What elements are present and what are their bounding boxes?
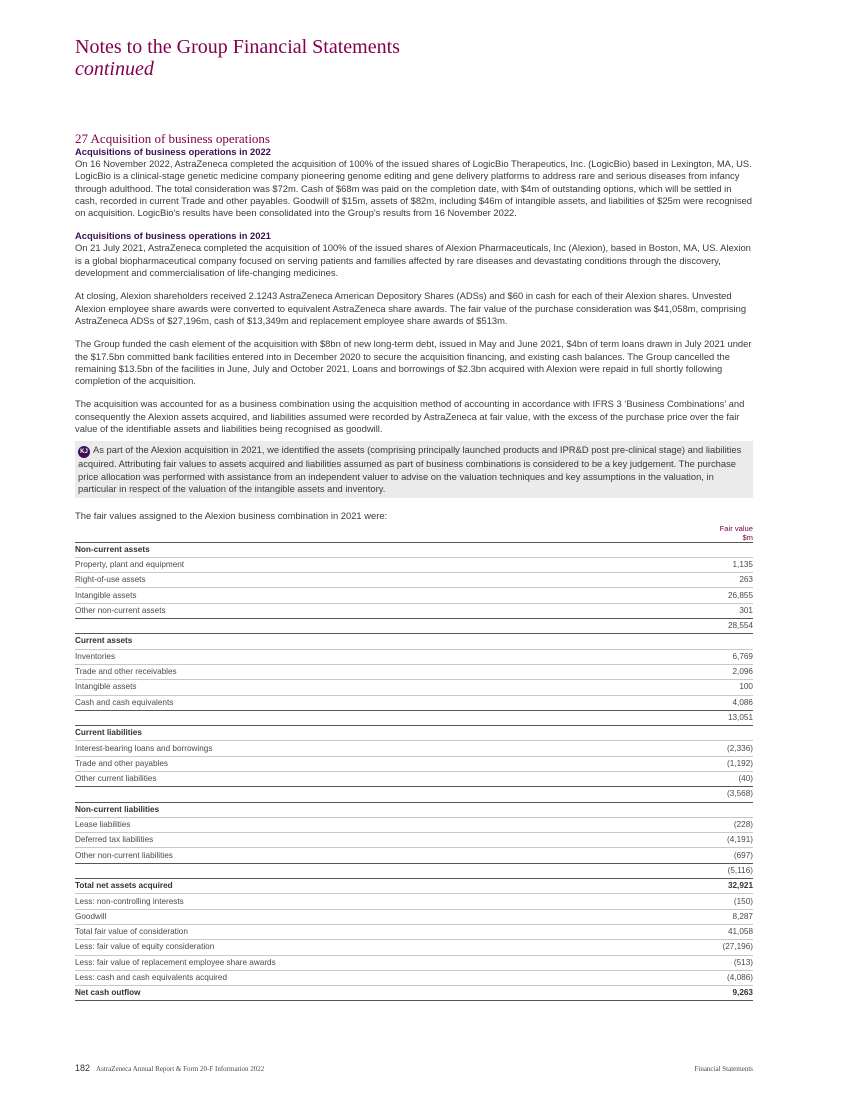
table-row bbox=[75, 970, 753, 985]
row-value: (5,116) bbox=[664, 863, 753, 878]
row-value: 6,769 bbox=[664, 649, 753, 664]
row-value: (2,336) bbox=[664, 741, 753, 756]
row-value: (40) bbox=[664, 771, 753, 786]
table-row bbox=[75, 649, 753, 664]
column-header-unit: $m bbox=[742, 532, 753, 542]
row-label: Interest-bearing loans and borrowings bbox=[75, 741, 664, 756]
row-label: Less: fair value of replacement employee share awards bbox=[75, 955, 664, 970]
report-name: AstraZeneca Annual Report & Form 20-F Information 2022 bbox=[96, 1065, 265, 1073]
table-row bbox=[75, 787, 753, 802]
row-label: Other current liabilities bbox=[75, 771, 664, 786]
table-intro: The fair values assigned to the Alexion business combination in 2021 were: bbox=[75, 510, 388, 522]
row-value: 28,554 bbox=[664, 619, 753, 634]
table-row bbox=[75, 863, 753, 878]
table-row bbox=[75, 924, 753, 939]
row-value: 1,135 bbox=[664, 557, 753, 572]
row-label bbox=[75, 710, 664, 725]
row-value bbox=[664, 542, 753, 557]
key-judgement-box bbox=[75, 441, 753, 498]
row-label bbox=[75, 787, 664, 802]
key-judgement-text: As part of the Alexion acquisition in 2021, we identified the assets (comprising principally launched products and IPR&D post pre-clinical stage) and liabilities acquired. Attributing fair values to assets acquired and liabilities assumed as part of business combinations is considered to be a key judgement. The purchase price allocation was performed with assistance from an independent valuer to advise on the valuation techniques and key assumptions in the valuation, in particular in respect of the valuation of the intangible assets and inventory. bbox=[78, 444, 742, 494]
page-title: Notes to the Group Financial Statements bbox=[75, 36, 400, 58]
row-value: 41,058 bbox=[664, 924, 753, 939]
table-row bbox=[75, 573, 753, 588]
row-label: Property, plant and equipment bbox=[75, 557, 664, 572]
subheading-2021: Acquisitions of business operations in 2021 bbox=[75, 230, 271, 242]
row-value: (228) bbox=[664, 817, 753, 832]
row-value: 2,096 bbox=[664, 664, 753, 679]
row-value: (697) bbox=[664, 848, 753, 863]
table-row bbox=[75, 557, 753, 572]
row-label bbox=[75, 863, 664, 878]
fair-value-table bbox=[75, 542, 753, 1002]
subheading-2022: Acquisitions of business operations in 2022 bbox=[75, 146, 271, 157]
row-value: 301 bbox=[664, 603, 753, 618]
row-label: Less: non-controlling interests bbox=[75, 894, 664, 909]
column-header bbox=[75, 524, 753, 542]
paragraph-2022: On 16 November 2022, AstraZeneca completed the acquisition of 100% of the issued shares of LogicBio Therapeutics, Inc. (LogicBio) based in Lexington, MA, US. LogicBio is a clinical-stage genetic medicine company pioneering genome editing and gene delivery platforms to address rare and serious diseases from infancy through adulthood. The total consideration was $72m. Cash of $68m was paid on the completion date, with $4m of outstanding options, which will be settled in cash, recorded in current Trade and other payables. Goodwill of $15m, assets of $82m, including $46m of intangible assets, and liabilities of $25m were recognised on acquisition. LogicBio's results have been consolidated into the Group's results from 16 November 2022. bbox=[75, 158, 752, 219]
row-label: Trade and other receivables bbox=[75, 664, 664, 679]
table-row bbox=[75, 588, 753, 603]
table-row bbox=[75, 879, 753, 894]
row-label: Total net assets acquired bbox=[75, 879, 664, 894]
row-value: (513) bbox=[664, 955, 753, 970]
row-value: 4,086 bbox=[664, 695, 753, 710]
page-number: 182 bbox=[75, 1063, 91, 1073]
row-label: Intangible assets bbox=[75, 680, 664, 695]
row-value: (1,192) bbox=[664, 756, 753, 771]
table-row bbox=[75, 817, 753, 832]
row-label: Deferred tax liabilities bbox=[75, 833, 664, 848]
row-label: Other non-current assets bbox=[75, 603, 664, 618]
row-value bbox=[664, 726, 753, 741]
table-row bbox=[75, 726, 753, 741]
table-row bbox=[75, 664, 753, 679]
row-value: 32,921 bbox=[664, 879, 753, 894]
row-value bbox=[664, 634, 753, 649]
row-value: 13,051 bbox=[664, 710, 753, 725]
table-row bbox=[75, 710, 753, 725]
table-row bbox=[75, 802, 753, 817]
row-label: Trade and other payables bbox=[75, 756, 664, 771]
page-footer bbox=[75, 1063, 753, 1073]
row-value: 263 bbox=[664, 573, 753, 588]
table-row bbox=[75, 894, 753, 909]
row-value: 100 bbox=[664, 680, 753, 695]
row-value: 8,287 bbox=[664, 909, 753, 924]
row-value: (4,191) bbox=[664, 833, 753, 848]
row-value: (3,568) bbox=[664, 787, 753, 802]
key-judgement-icon: KJ bbox=[78, 446, 90, 458]
row-label: Other non-current liabilities bbox=[75, 848, 664, 863]
table-row bbox=[75, 680, 753, 695]
row-label: Non-current assets bbox=[75, 542, 664, 557]
row-value: 9,263 bbox=[664, 986, 753, 1001]
row-value: (150) bbox=[664, 894, 753, 909]
section-name: Financial Statements bbox=[694, 1065, 753, 1073]
row-label: Non-current liabilities bbox=[75, 802, 664, 817]
row-label: Current liabilities bbox=[75, 726, 664, 741]
row-value: (27,196) bbox=[664, 940, 753, 955]
row-label: Cash and cash equivalents bbox=[75, 695, 664, 710]
row-value bbox=[664, 802, 753, 817]
page-subtitle: continued bbox=[75, 58, 154, 80]
row-value: 26,855 bbox=[664, 588, 753, 603]
table-row bbox=[75, 833, 753, 848]
table-row bbox=[75, 986, 753, 1001]
table-row bbox=[75, 771, 753, 786]
row-label: Lease liabilities bbox=[75, 817, 664, 832]
table-row bbox=[75, 741, 753, 756]
paragraph-2021-4: The acquisition was accounted for as a business combination using the acquisition method of accounting in accordance with IFRS 3 ‘Business Combinations’ and consequently the Alexion assets acquired, and liabilities assumed were recorded by AstraZeneca at fair value, with the excess of the purchase price over the fair value of the identifiable assets and liabilities being recognised as goodwill. bbox=[75, 398, 745, 435]
column-header-label: Fair value bbox=[719, 523, 753, 533]
row-value: (4,086) bbox=[664, 970, 753, 985]
table-row bbox=[75, 603, 753, 618]
page-header bbox=[75, 36, 400, 79]
row-label: Total fair value of consideration bbox=[75, 924, 664, 939]
note-content bbox=[75, 132, 753, 1001]
table-row bbox=[75, 909, 753, 924]
section-title: 27 Acquisition of business operations bbox=[75, 131, 270, 146]
table-row bbox=[75, 695, 753, 710]
paragraph-2021-2: At closing, Alexion shareholders received 2.1243 AstraZeneca American Depository Shares (ADSs) and $60 in cash for each of their Alexion shares. Unvested Alexion employee share awards were converted to equivalent AstraZeneca share awards. The fair value of the purchase consideration was $41,058m, comprising AstraZeneca ADSs of $27,196m, cash of $13,349m and replacement employee share awards of $513m. bbox=[75, 290, 747, 326]
table-row bbox=[75, 634, 753, 649]
table-row bbox=[75, 955, 753, 970]
row-label: Less: fair value of equity consideration bbox=[75, 940, 664, 955]
row-label: Current assets bbox=[75, 634, 664, 649]
table-row bbox=[75, 619, 753, 634]
row-label: Intangible assets bbox=[75, 588, 664, 603]
paragraph-2021-1: On 21 July 2021, AstraZeneca completed the acquisition of 100% of the issued shares of Alexion Pharmaceuticals, Inc (Alexion), based in Boston, MA, US. Alexion is a global biopharmaceutical company focused on serving patients and families affected by rare diseases and devastating conditions through the discovery, development and commercialisation of life-changing medicines. bbox=[75, 242, 751, 279]
paragraph-2021-3: The Group funded the cash element of the acquisition with $8bn of new long-term debt, issued in May and June 2021, $4bn of term loans drawn in July 2021 under the $17.5bn committed bank facilities entered into in December 2020 to secure the acquisition financing, and existing cash balances. The Group cancelled the remaining $13.5bn of the facilities in June, July and October 2021. Loans and borrowings of $2.3bn acquired with Alexion were repaid in full shortly following completion of the acquisition. bbox=[75, 338, 752, 387]
table-row bbox=[75, 756, 753, 771]
row-label: Net cash outflow bbox=[75, 986, 664, 1001]
table-row bbox=[75, 940, 753, 955]
row-label bbox=[75, 619, 664, 634]
row-label: Less: cash and cash equivalents acquired bbox=[75, 970, 664, 985]
row-label: Inventories bbox=[75, 649, 664, 664]
row-label: Goodwill bbox=[75, 909, 664, 924]
row-label: Right-of-use assets bbox=[75, 573, 664, 588]
table-row bbox=[75, 542, 753, 557]
table-row bbox=[75, 848, 753, 863]
